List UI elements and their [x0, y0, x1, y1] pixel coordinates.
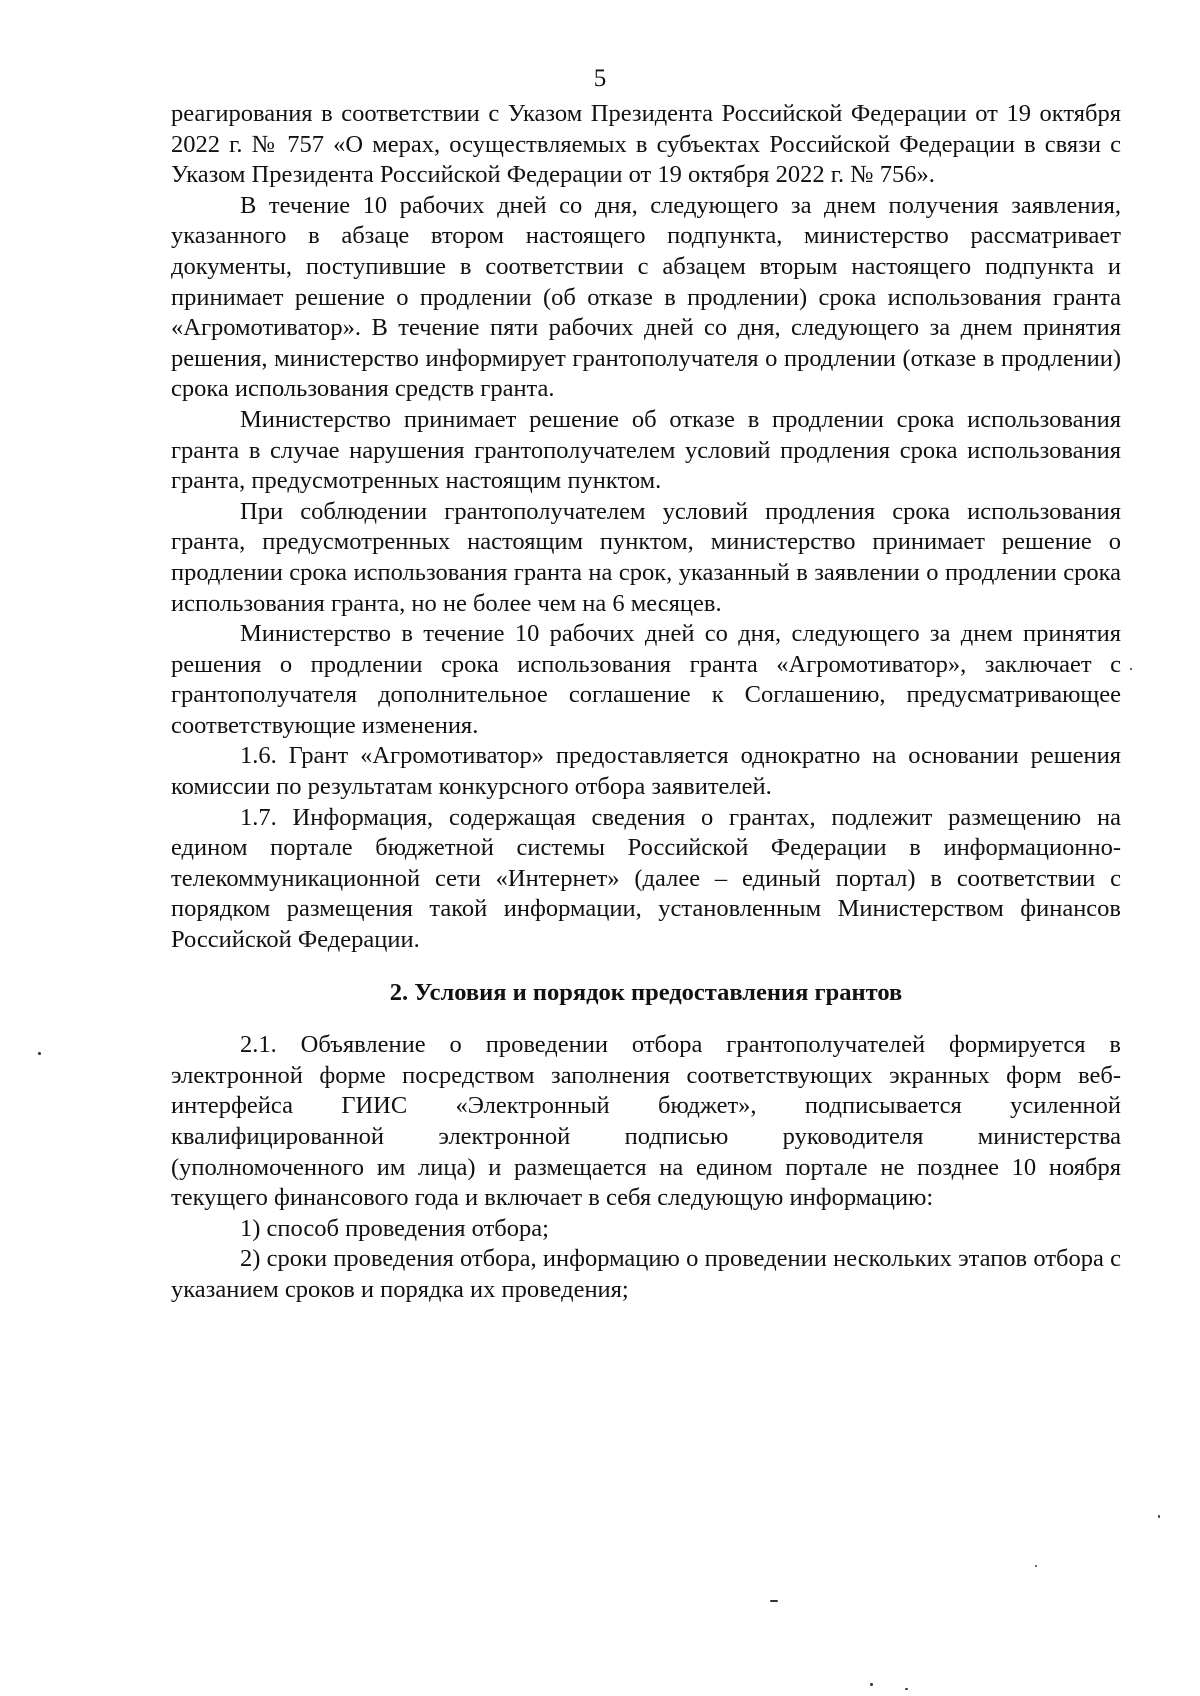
page-number: 5	[593, 65, 607, 92]
scan-speck	[1130, 668, 1132, 670]
paragraph: Министерство в течение 10 рабочих дней со дня, следующего за днем принятия решения о продлении срока использования гранта «Агромотиватор», заключает с грантополучателя дополнительное соглашение к Соглашению, предусматривающее соответствующие изменения.	[171, 620, 1121, 739]
paragraph-2-1: 2.1. Объявление о проведении отбора грантополучателей формируется в электронной форме посредством заполнения соответствующих экранных форм веб-интерфейса ГИИС «Электронный бюджет», подписывается усиленной квалифицированной электронной подписью руководителя министерства (уполномоченного им лица) и размещается на едином портале не позднее 10 ноября текущего финансового года и включает в себя следующую информацию:	[171, 1031, 1121, 1212]
scan-speck	[1035, 1565, 1037, 1567]
list-item-1: 1) способ проведения отбора;	[240, 1214, 549, 1242]
paragraph-continuation: реагирования в соответствии с Указом Президента Российской Федерации от 19 октября 2022 г. № 757 «О мерах, осуществляемых в субъектах Российской Федерации в связи с Указом Президента Российской Федерации от 19 октября 2022 г. № 756».	[171, 100, 1121, 189]
scan-speck	[1158, 1515, 1160, 1518]
scan-speck	[905, 1688, 908, 1690]
paragraph-1-6: 1.6. Грант «Агромотиватор» предоставляется однократно на основании решения комиссии по результатам конкурсного отбора заявителей.	[171, 742, 1121, 801]
paragraph-1-7: 1.7. Информация, содержащая сведения о грантах, подлежит размещению на едином портале бюджетной системы Российской Федерации в информационно-телекоммуникационной сети «Интернет» (далее – единый портал) в соответствии с порядком размещения такой информации, установленным Министерством финансов Российской Федерации.	[171, 803, 1121, 954]
scan-speck	[38, 1052, 41, 1055]
paragraph: При соблюдении грантополучателем условий продления срока использования гранта, предусмотренных настоящим пунктом, министерство принимает решение о продлении срока использования гранта на срок, указанный в заявлении о продлении срока использования гранта, но не более чем на 6 месяцев.	[171, 497, 1121, 617]
scan-speck	[770, 1600, 778, 1602]
list-item-2: 2) сроки проведения отбора, информацию о проведении нескольких этапов отбора с указанием сроков и порядка их проведения;	[171, 1245, 1121, 1303]
scan-speck	[870, 1683, 873, 1686]
document-body	[171, 99, 1121, 1306]
paragraph: В течение 10 рабочих дней со дня, следующего за днем получения заявления, указанного в абзаце втором настоящего подпункта, министерство рассматривает документы, поступившие в соответствии с абзацем вторым настоящего подпункта и принимает решение о продлении (об отказе в продлении) срока использования гранта «Агромотиватор». В течение пяти рабочих дней со дня, следующего за днем принятия решения, министерство информирует грантополучателя о продлении (отказе в продлении) срока использования средств гранта.	[171, 191, 1121, 403]
paragraph: Министерство принимает решение об отказе в продлении срока использования гранта в случае нарушения грантополучателем условий продления срока использования гранта, предусмотренных настоящим пунктом.	[171, 405, 1121, 495]
section-heading: 2. Условия и порядок предоставления грантов	[389, 978, 903, 1006]
